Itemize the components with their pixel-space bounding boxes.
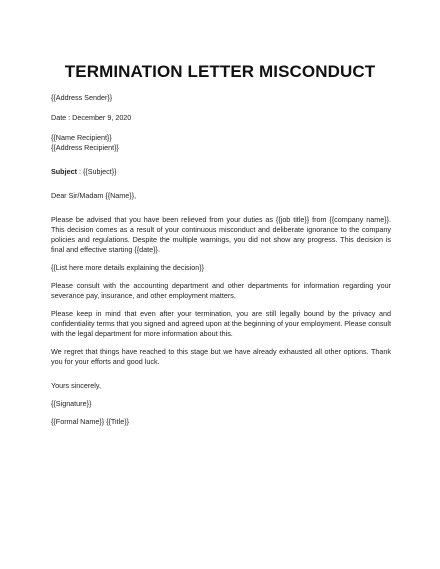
letter-title: TERMINATION LETTER MISCONDUCT bbox=[64, 62, 376, 81]
subject-line bbox=[51, 167, 391, 177]
paragraph-consult: Please consult with the accounting department and other departments for information regarding your severance pay, insurance, and other employment matters. bbox=[51, 281, 391, 300]
recipient-name: {{Name Recipient}} bbox=[51, 133, 112, 142]
closing: Yours sincerely, bbox=[51, 381, 101, 390]
letter-body bbox=[51, 93, 391, 427]
paragraph-confidentiality: Please keep in mind that even after your termination, you are still legally bound by the privacy and confidentiality terms that you signed and agreed upon at the beginning of your employment. Please consult with the legal department for more information about this. bbox=[51, 309, 391, 338]
salutation: Dear Sir/Madam {{Name}}, bbox=[51, 191, 137, 200]
subject-label: Subject bbox=[51, 167, 77, 176]
letter-date: Date : December 9, 2020 bbox=[51, 113, 132, 122]
paragraph-details: {{List here more details explaining the decision}} bbox=[51, 263, 205, 272]
signature-placeholder: {{Signature}} bbox=[51, 399, 92, 408]
paragraph-regret: We regret that things have reached to this stage but we have already exhausted all other options. Thank you for your efforts and good luck. bbox=[51, 347, 391, 366]
address-sender: {{Address Sender}} bbox=[51, 93, 113, 102]
paragraph-dismissal: Please be advised that you have been relieved from your duties as {{job title}} from {{company name}}. This decision comes as a result of your continuous misconduct and deliberate ignorance to the company policies and regulations. Despite the multiple warnings, you did not show any progress. This decision is final and effective starting {{date}}. bbox=[51, 215, 391, 254]
formal-name-title: {{Formal Name}} {{Title}} bbox=[51, 417, 130, 426]
recipient-address: {{Address Recipient}} bbox=[51, 143, 119, 152]
subject-value: : {{Subject}} bbox=[76, 167, 117, 176]
